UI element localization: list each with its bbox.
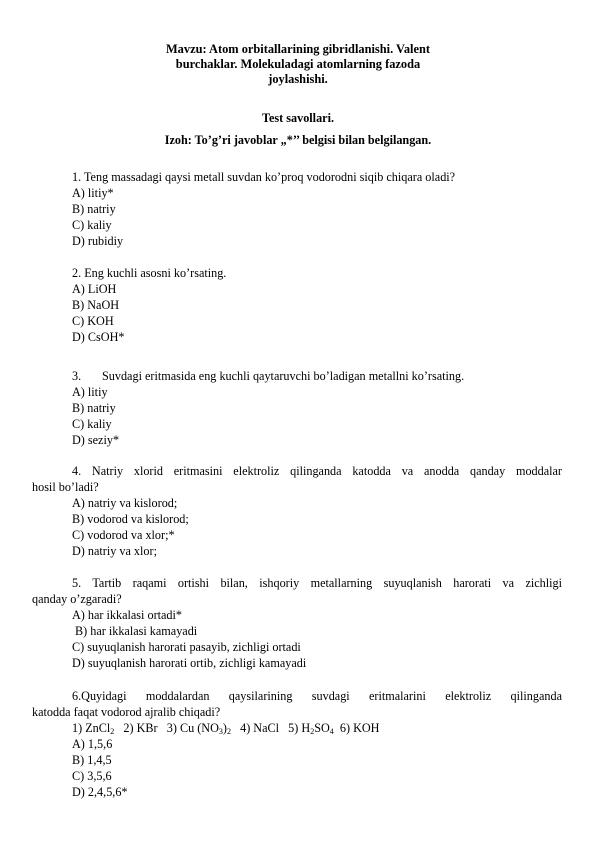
answer-option: C) kaliy (72, 417, 112, 431)
answer-option: C) KOH (72, 314, 114, 328)
question-3 (34, 368, 562, 448)
question-stem: Quyidagi moddalardan qaysilarining suvdagi eritmalarini elektroliz qilinganda (81, 689, 562, 703)
answer-option: B) har ikkalasi kamayadi (75, 624, 198, 638)
question-4 (34, 463, 562, 559)
answer-option: D) CsOH* (72, 330, 125, 344)
question-text-line-1: 4. Natriy xlorid eritmasini elektroliz qilinganda katodda va anodda qanday moddalar (72, 464, 562, 478)
answer-option: A) LiOH (72, 282, 117, 296)
answer-option: B) vodorod va kislorod; (72, 512, 189, 526)
title-line: burchaklar. Molekuladagi atomlarning fazoda (175, 57, 421, 71)
question-number: 3. (72, 369, 82, 383)
question-text-line-2: hosil bo’ladi? (32, 480, 99, 494)
question-6 (34, 688, 562, 800)
question-stem: Suvdagi eritmasida eng kuchli qaytaruvchi bo’ladigan metallni ko’rsating. (102, 369, 465, 383)
question-1 (34, 169, 562, 249)
title-line: joylashishi. (268, 72, 328, 86)
question-text: 1. Teng massadagi qaysi metall suvdan ko’proq vodorodni siqib chiqara oladi? (72, 170, 456, 184)
question-2 (34, 265, 562, 345)
title-line: Mavzu: Atom orbitallarining gibridlanishi. Valent (165, 42, 431, 56)
question-text-line-1 (34, 688, 562, 704)
answer-option: B) natriy (72, 202, 116, 216)
question-text: 2. Eng kuchli asosni ko’rsating. (72, 266, 227, 280)
answer-option: A) litiy* (72, 186, 114, 200)
question-5 (34, 575, 562, 671)
document-title (120, 42, 476, 87)
question-text-line-2: katodda faqat vodorod ajralib chiqadi? (32, 705, 221, 719)
answer-option: D) natriy va xlor; (72, 544, 157, 558)
answer-option: D) rubidiy (72, 234, 124, 248)
question-text (34, 368, 562, 384)
answer-option: C) vodorod va xlor;* (72, 528, 175, 542)
question-text-line-2: qanday o’zgaradi? (32, 592, 122, 606)
substance-list: 1) ZnCl$_2$ 2) KBr 3) Cu $(NO_3)_2$ 4) NaCl 5) $H_2SO_4$ 6) KOH (72, 721, 380, 736)
answer-option: B) NaOH (72, 298, 120, 312)
answer-option: A) natriy va kislorod; (72, 496, 178, 510)
question-text-line-1: 5. Tartib raqami ortishi bilan, ishqoriy metallarning suyuqlanish harorati va zichligi (72, 576, 562, 590)
answer-option: D) suyuqlanish harorati ortib, zichligi kamayadi (72, 656, 307, 670)
answer-option: A) litiy (72, 385, 108, 399)
question-number: 6. (72, 689, 82, 703)
answer-option: C) suyuqlanish harorati pasayib, zichligi ortadi (72, 640, 301, 654)
answer-option: A) 1,5,6 (72, 737, 113, 751)
answer-option: C) kaliy (72, 218, 112, 232)
answer-option: B) 1,4,5 (72, 753, 112, 767)
answer-option: D) 2,4,5,6* (72, 785, 128, 799)
answer-note: Izoh: To’g’ri javoblar „*’’ belgisi bilan belgilangan. (164, 133, 432, 147)
answer-option: D) seziy* (72, 433, 120, 447)
section-subtitle: Test savollari. (262, 111, 334, 125)
answer-option: C) 3,5,6 (72, 769, 112, 783)
answer-option: A) har ikkalasi ortadi* (72, 608, 182, 622)
answer-option: B) natriy (72, 401, 116, 415)
